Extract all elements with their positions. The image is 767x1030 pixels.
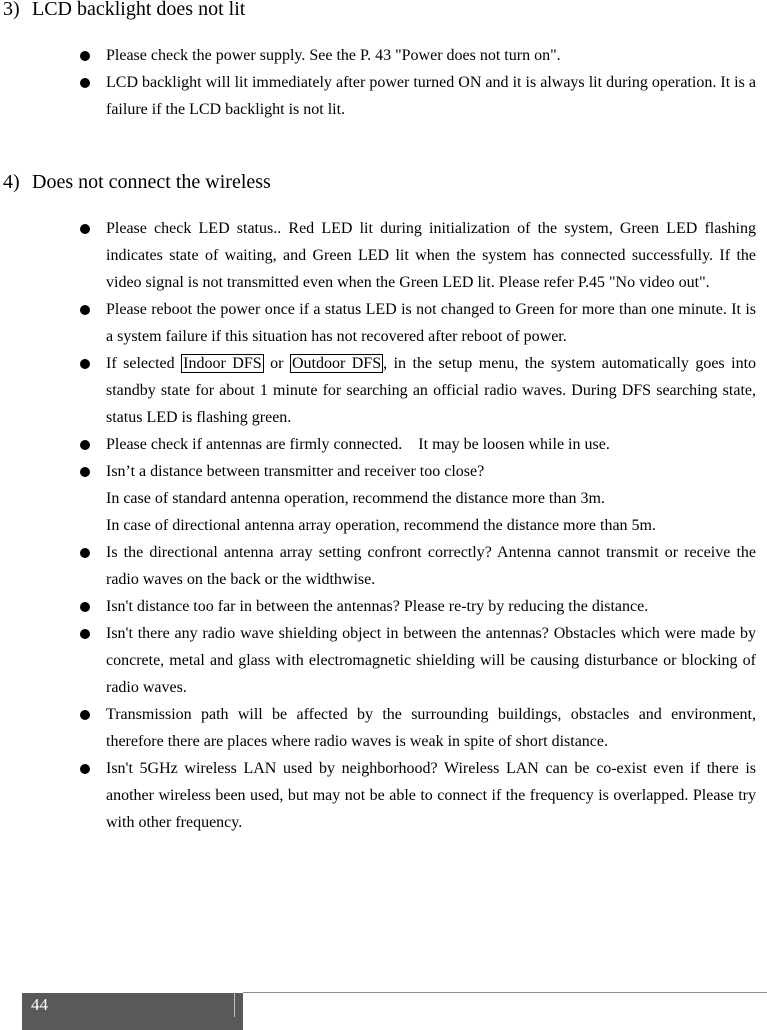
bullet-line: In case of standard antenna operation, recommend the distance more than 3m. [106,490,605,507]
bullet-text: Isn't distance too far in between the antennas? Please re-try by reducing the distance. [106,598,649,615]
bullet-text: Please check LED status.. Red LED lit during initialization of the system, Green LED flashing indicates state of waiting, and Green LED lit when the system has connected successfully. If the video signal is not transmitted even when the Green LED lit. Please refer P.45 "No video out". [106,220,756,291]
bullet-text: Please check the power supply. See the P. 43 "Power does not turn on". [106,47,561,64]
bullet-text: Please check if antennas are firmly connected. It may be loosen while in use. [106,436,610,453]
list-item [106,431,756,458]
bullet-list-lcd-backlight [106,42,756,124]
setting-label-indoor-dfs: Indoor DFS [183,355,262,372]
bullet-text-prefix: If selected [106,355,182,372]
footer-rule [243,992,767,993]
bullet-dot-icon [80,548,90,558]
bullet-text: Please reboot the power once if a status LED is not changed to Green for more than one minute. It is a system failure if this situation has not recovered after reboot of power. [106,301,756,345]
bullet-dot-icon [80,764,90,774]
page-number: 44 [31,995,48,1014]
bullet-dot-icon [80,305,90,315]
list-item [106,296,756,350]
section-title: Does not connect the wireless [32,171,271,193]
bullet-text: Is the directional antenna array setting confront correctly? Antenna cannot transmit or receive the radio waves on the back or the widthwise. [106,544,756,588]
bullet-dot-icon [80,359,90,369]
bullet-text: Transmission path will be affected by the surrounding buildings, obstacles and environment, therefore there are places where radio waves is weak in spite of short distance. [106,706,756,750]
bullet-dot-icon [80,51,90,61]
bullet-list-wireless [106,215,756,836]
bullet-text-suffix: , in the setup menu, the system automatically goes into standby state for about 1 minute for searching an official radio waves. During DFS searching state, status LED is flashing green. [106,355,757,426]
section-heading-lcd-backlight [3,0,245,21]
bullet-dot-icon [80,710,90,720]
list-item [106,42,756,69]
list-item [106,215,756,296]
list-item [106,620,756,701]
bullet-text: LCD backlight will lit immediately after power turned ON and it is always lit during operation. It is a failure if the LCD backlight is not lit. [106,74,756,119]
section-heading-wireless [3,170,271,194]
footer-page-tab [22,993,243,1030]
section-number: 3) [3,0,20,20]
footer-divider [234,993,235,1017]
bullet-text: Isn't 5GHz wireless LAN used by neighborhood? Wireless LAN can be co-exist even if there is another wireless been used, but may not be able to connect if the frequency is overlapped. Please try with other frequency. [106,760,756,831]
list-item [106,539,756,593]
bullet-text-joiner: or [263,355,290,372]
list-item [106,69,756,123]
bullet-dot-icon [80,224,90,234]
bullet-dot-icon [80,440,90,450]
section-number: 4) [3,171,20,193]
list-item-dfs [106,350,756,431]
bullet-text: Isn't there any radio wave shielding object in between the antennas? Obstacles which were made by concrete, metal and glass with electromagnetic shielding will be causing disturbance or blocking of radio waves. [106,625,756,696]
bullet-dot-icon [80,78,90,88]
list-item [106,701,756,755]
list-item [106,755,756,836]
bullet-dot-icon [80,602,90,612]
bullet-dot-icon [80,629,90,639]
list-item [106,593,756,620]
bullet-line: In case of directional antenna array operation, recommend the distance more than 5m. [106,517,656,534]
setting-label-outdoor-dfs: Outdoor DFS [291,355,382,372]
list-item-distance [106,458,756,539]
bullet-line: Isn’t a distance between transmitter and receiver too close? [106,463,485,480]
bullet-dot-icon [80,467,90,477]
section-title: LCD backlight does not lit [32,0,246,20]
